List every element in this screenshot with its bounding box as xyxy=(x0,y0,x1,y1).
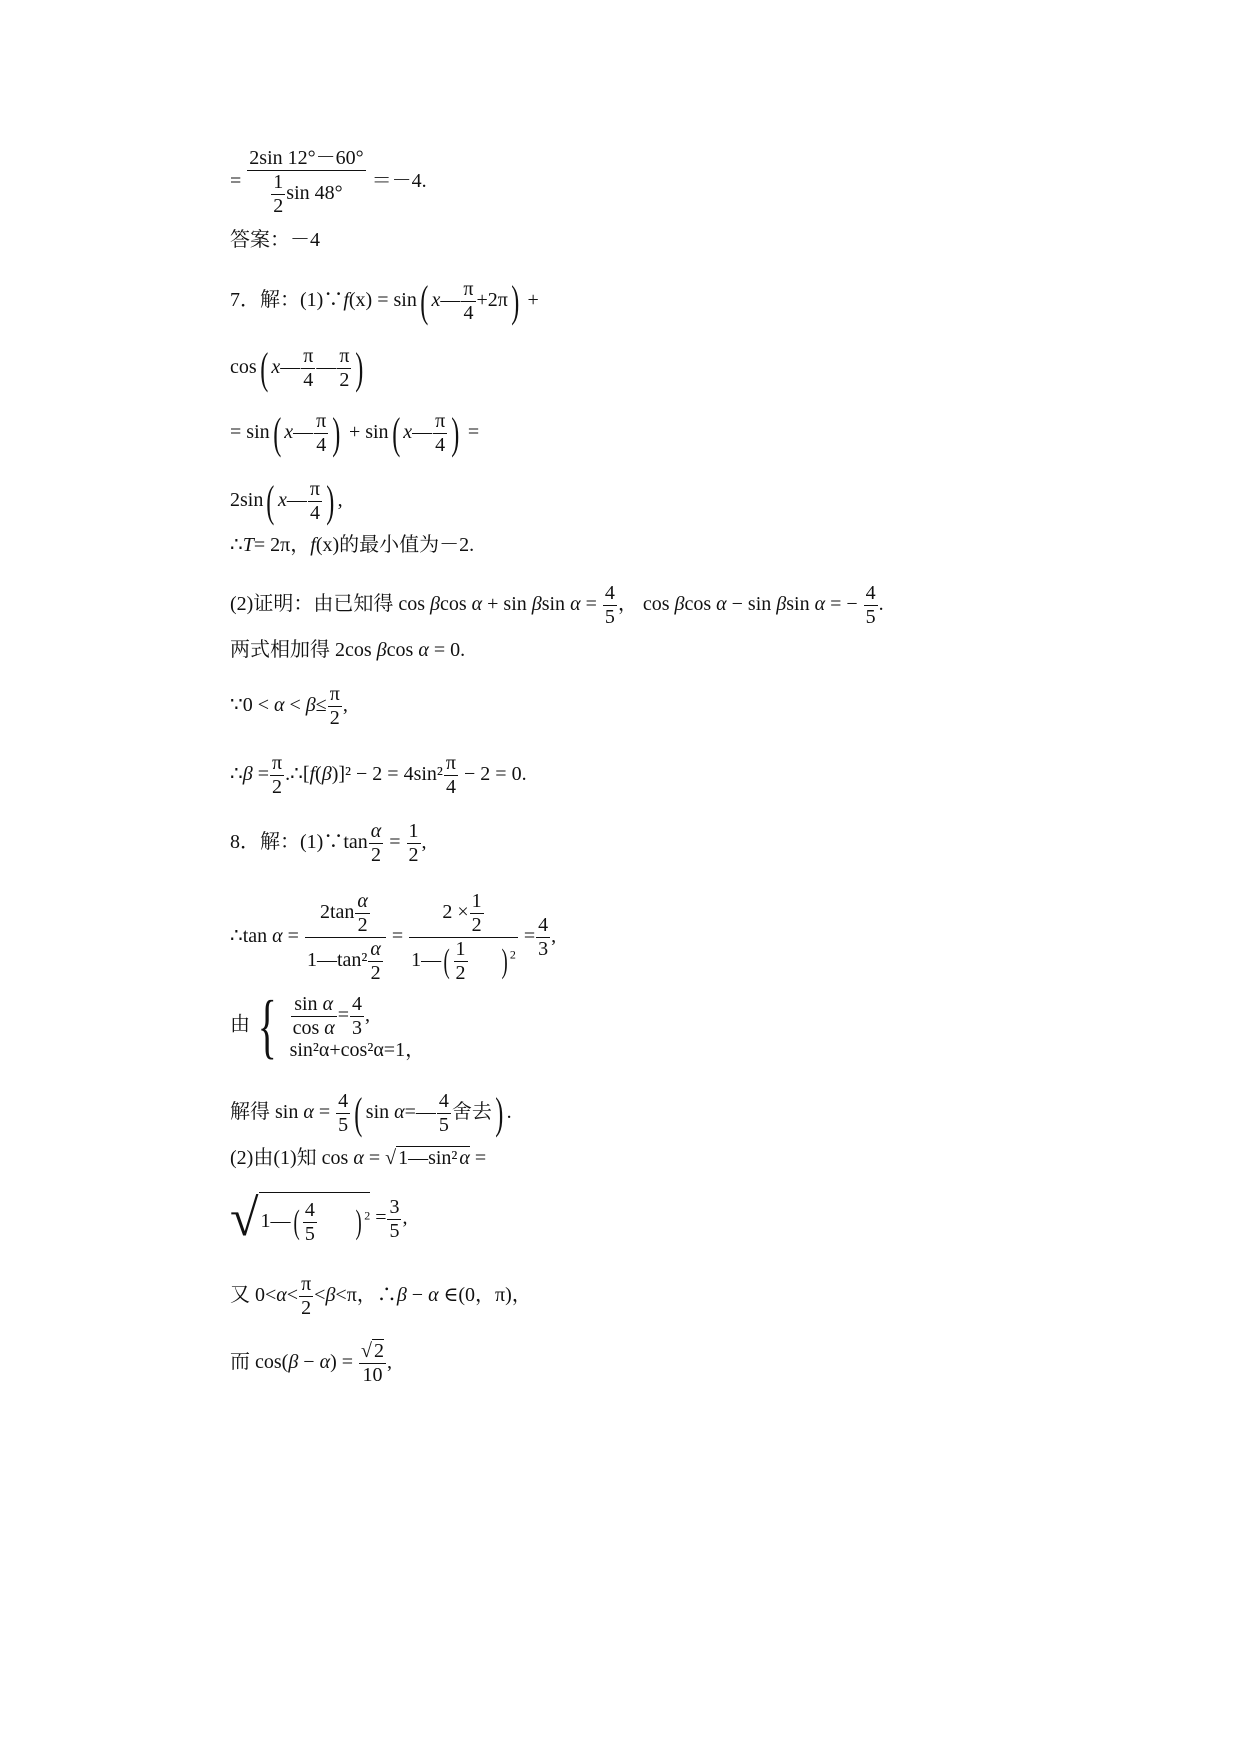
because: ∵0 < xyxy=(230,694,270,717)
less-than: < xyxy=(289,694,301,717)
pi-over-4 xyxy=(461,278,475,325)
cond-line xyxy=(230,683,348,730)
numerator: π xyxy=(271,752,283,774)
q8-label: 8．解：(1)∵tan xyxy=(230,831,368,854)
lt: < xyxy=(314,1284,326,1307)
left-paren: ( xyxy=(420,276,429,326)
beta: β xyxy=(242,763,253,786)
sqrt2-over-10 xyxy=(359,1340,386,1387)
denominator: 3 xyxy=(352,1016,363,1039)
equals-zero: = 0. xyxy=(433,639,466,661)
numerator: 4 xyxy=(604,582,615,604)
cos: cos xyxy=(230,356,257,379)
q7-line-3 xyxy=(230,410,479,457)
numerator: π xyxy=(435,410,446,432)
numerator: 4 xyxy=(438,1090,449,1112)
denominator: 2 xyxy=(371,844,382,866)
denominator xyxy=(291,1017,337,1040)
plus-sin: + sin xyxy=(348,421,389,444)
sin-lead: = sin xyxy=(230,421,270,444)
expr: )]² − 2 = 4sin² xyxy=(331,763,443,786)
beta: β xyxy=(396,1284,407,1307)
equals: = xyxy=(318,1101,331,1124)
plus: + xyxy=(527,289,539,312)
alpha: α xyxy=(418,639,429,661)
equals-neg: = − xyxy=(830,593,858,616)
beta: β xyxy=(305,694,316,717)
solve-lead: 解得 sin xyxy=(230,1101,299,1124)
p82-line xyxy=(230,1148,486,1168)
sum-lead: 两式相加得 2cos xyxy=(230,639,372,661)
minus-sin: − sin xyxy=(731,593,772,616)
numerator: π xyxy=(301,1273,312,1295)
result-line xyxy=(230,752,527,799)
denominator: 4 xyxy=(463,302,474,324)
q7-line-2 xyxy=(230,345,367,392)
numerator: 4 xyxy=(865,582,876,604)
numerator xyxy=(409,890,518,938)
numerator: 4 xyxy=(304,1199,315,1221)
numerator: √ 2 xyxy=(361,1340,385,1362)
cos: cos xyxy=(386,639,414,661)
system-eq-2: sin²α+cos²α=1， xyxy=(289,1038,426,1061)
also: 又 0< xyxy=(230,1284,277,1307)
four-thirds xyxy=(536,914,550,961)
sin: sin xyxy=(541,593,566,616)
right-paren: ) xyxy=(355,343,364,393)
four-thirds xyxy=(350,993,364,1040)
denominator: 5 xyxy=(865,606,876,628)
cos: cos xyxy=(684,593,712,616)
beta: β xyxy=(321,763,332,786)
substituted xyxy=(409,890,518,985)
four-fifths xyxy=(336,1090,350,1137)
radicand: 2 xyxy=(374,1340,385,1362)
alpha: α xyxy=(716,593,727,616)
denominator xyxy=(247,171,365,218)
pi-over-2 xyxy=(337,345,351,392)
and-cos: 而 cos( xyxy=(230,1351,289,1374)
beta: β xyxy=(531,593,542,616)
pi-over-4 xyxy=(308,478,322,525)
numerator: 1 xyxy=(471,890,482,912)
denominator: 4 xyxy=(435,434,446,456)
alpha: α xyxy=(428,1284,439,1307)
equals-sign: = xyxy=(230,170,242,193)
equals: = xyxy=(257,763,269,786)
beta: β xyxy=(429,593,440,616)
proof-lead: (2)证明：由已知得 cos xyxy=(230,593,425,616)
sin-term: sin 48° xyxy=(286,182,343,205)
numerator: 4 xyxy=(352,992,363,1015)
numerator: 3 xyxy=(389,1195,400,1218)
denominator: 4 xyxy=(316,434,327,456)
equals: = xyxy=(389,831,401,854)
pi-over-2 xyxy=(328,683,342,730)
numerator: π xyxy=(463,278,474,300)
tan-lead: ∴tan xyxy=(230,925,268,948)
square: 2 xyxy=(364,1208,371,1223)
comma: , xyxy=(421,831,427,854)
result: ＝－4. xyxy=(371,170,427,193)
paren: ( xyxy=(315,763,322,786)
numerator: 4 xyxy=(338,1090,349,1112)
right-paren: ) xyxy=(501,942,508,980)
alpha: α xyxy=(272,925,283,948)
minus: — xyxy=(412,421,433,444)
numerator xyxy=(305,890,386,938)
alpha: α xyxy=(319,1351,331,1374)
two: 2 xyxy=(442,901,453,924)
cos: cos xyxy=(439,593,467,616)
alpha: α xyxy=(324,1016,335,1039)
q7-line-4 xyxy=(230,478,343,525)
plus-2pi: +2π xyxy=(476,289,508,312)
numerator: α xyxy=(370,938,381,960)
alpha: α xyxy=(459,1147,470,1169)
var-x: x xyxy=(431,289,441,312)
therefore-bracket: .∴[ xyxy=(285,763,310,786)
minus: — xyxy=(293,421,314,444)
q7-label: 7．解：(1)∵ xyxy=(230,289,344,312)
denominator: 2 xyxy=(471,914,482,936)
interval: ∈(0，π)， xyxy=(443,1284,532,1307)
minus: — xyxy=(440,289,461,312)
lt-pi: <π，∴ xyxy=(335,1284,397,1307)
pi-over-4 xyxy=(444,752,458,799)
left-paren: ( xyxy=(354,1088,363,1138)
denominator: 2 xyxy=(272,776,283,798)
denominator: 5 xyxy=(304,1223,315,1245)
alpha: α xyxy=(814,593,826,616)
func-def: (x) = sin xyxy=(348,289,417,312)
tan-num: 2tan xyxy=(319,901,355,924)
one-half xyxy=(454,938,468,985)
double-angle xyxy=(305,890,386,985)
alpha: α xyxy=(322,992,334,1015)
answer-line: 答案：－4 xyxy=(230,229,320,251)
numerator: 1 xyxy=(273,171,284,193)
sin: sin xyxy=(365,1101,390,1124)
denominator: 5 xyxy=(438,1114,449,1136)
sum-line xyxy=(230,640,465,660)
minus: — xyxy=(280,356,301,379)
denominator: 5 xyxy=(389,1219,400,1242)
comma: , xyxy=(365,1003,371,1026)
minus: − xyxy=(303,1351,315,1374)
radicand xyxy=(259,1192,371,1246)
sin: sin xyxy=(786,593,810,616)
denominator: 4 xyxy=(309,502,320,524)
result: − 2 = 0. xyxy=(464,763,527,786)
p2-line xyxy=(230,582,884,629)
discard: 舍去 xyxy=(451,1101,492,1124)
four-fifths xyxy=(864,582,878,629)
numerator: π xyxy=(316,410,327,432)
square: 2 xyxy=(509,947,516,962)
system-eq-1: $\frac{\text{sin α}}{\text{cos α}}$ = $\frac{4}{3}$ , xyxy=(292,992,371,1039)
numerator: 4 xyxy=(538,914,549,936)
var-x: x xyxy=(284,421,294,444)
left-paren: ( xyxy=(259,343,269,393)
alpha-over-2 xyxy=(369,820,384,867)
denominator: 2 xyxy=(339,369,350,391)
func-f: f xyxy=(343,289,349,312)
alpha-over-2 xyxy=(355,890,370,937)
times: × xyxy=(457,901,469,924)
pi-over-4 xyxy=(314,410,328,457)
sqrt: √ 1—sin² α xyxy=(385,1147,470,1169)
denominator: 2 xyxy=(329,707,340,729)
therefore: ∴ xyxy=(230,534,243,556)
beta: β xyxy=(288,1351,299,1374)
pi-over-4 xyxy=(301,345,315,392)
lt: < xyxy=(286,1284,299,1307)
left-paren: ( xyxy=(391,408,400,458)
left-paren: ( xyxy=(266,476,275,526)
numerator: π xyxy=(339,345,350,367)
numerator: π xyxy=(309,478,320,500)
alpha: α xyxy=(353,1147,364,1169)
var-x: x xyxy=(278,489,287,512)
equals: ) = xyxy=(330,1351,354,1374)
denominator: 2 xyxy=(455,962,466,984)
right-paren: ) xyxy=(511,276,520,326)
range-line xyxy=(230,1273,532,1320)
equals: = xyxy=(368,1147,381,1169)
comma: , xyxy=(402,1206,408,1229)
alpha: α xyxy=(394,1101,405,1124)
equals: = xyxy=(523,925,536,948)
equals: = xyxy=(467,421,480,444)
comma: ， xyxy=(617,593,638,616)
left-paren: ( xyxy=(293,1203,300,1241)
denominator: 4 xyxy=(445,776,456,798)
numerator: π xyxy=(329,683,340,705)
alpha-over-2 xyxy=(368,938,383,985)
left-paren: ( xyxy=(443,942,450,980)
alpha: α xyxy=(274,694,285,717)
plus-sin: + sin xyxy=(487,593,527,616)
alpha: α xyxy=(570,593,581,616)
pi-over-2 xyxy=(270,752,284,799)
numerator: 1 xyxy=(408,820,419,842)
one-minus: 1— xyxy=(411,949,442,972)
2sin: 2sin xyxy=(230,489,264,512)
big-sqrt-icon: √ xyxy=(230,1190,259,1247)
q8-line-1 xyxy=(230,820,427,867)
rad-line xyxy=(230,1192,407,1246)
three-fifths xyxy=(387,1196,401,1243)
numerator: α xyxy=(357,890,368,912)
right-paren: ) xyxy=(495,1088,504,1138)
alpha: α xyxy=(303,1101,314,1124)
le: ≤ xyxy=(315,694,327,717)
denominator: 2 xyxy=(301,1297,312,1319)
solve-line xyxy=(230,1090,512,1137)
beta: β xyxy=(325,1284,336,1307)
denominator: 2 xyxy=(370,962,381,984)
numerator: 2sin 12°－60° xyxy=(249,147,364,169)
one-half xyxy=(407,820,421,867)
denominator: 2 xyxy=(273,195,284,217)
left-brace: { xyxy=(257,986,277,1066)
tan-den: 1—tan² xyxy=(306,949,368,972)
equals: = xyxy=(375,1206,387,1229)
system-line xyxy=(230,986,426,1066)
left-paren: ( xyxy=(272,408,281,458)
beta: β xyxy=(776,593,787,616)
four-fifths xyxy=(303,1199,317,1246)
part2-lead: (2)由(1)知 cos xyxy=(230,1147,349,1169)
cos: cos xyxy=(292,1016,320,1039)
cos-diff-line xyxy=(230,1340,392,1387)
sin: sin xyxy=(294,992,318,1015)
denominator: 2 xyxy=(408,844,419,866)
var-x: x xyxy=(271,356,281,379)
beta: β xyxy=(674,593,685,616)
minus: — xyxy=(286,489,307,512)
denominator: 10 xyxy=(362,1364,383,1386)
equals: = xyxy=(585,593,597,616)
var-x: x xyxy=(403,421,413,444)
one-minus: 1— xyxy=(260,1210,291,1233)
half-fraction xyxy=(271,171,285,218)
four-fifths xyxy=(437,1090,451,1137)
comma: , xyxy=(387,1351,393,1374)
comma: , xyxy=(337,489,343,512)
q7-line-1 xyxy=(230,278,539,325)
eq-neg: =— xyxy=(404,1101,436,1124)
sin-over-cos xyxy=(291,993,337,1040)
pi-over-2 xyxy=(299,1273,313,1320)
numerator: α xyxy=(370,820,382,842)
denominator: 2 xyxy=(357,914,368,936)
right-paren: ) xyxy=(326,476,335,526)
pi-over-4 xyxy=(433,410,447,457)
therefore: ∴ xyxy=(230,763,243,786)
denominator xyxy=(305,938,386,985)
minus: − xyxy=(411,1284,424,1307)
comma: , xyxy=(551,925,557,948)
right-paren: ) xyxy=(355,1203,362,1241)
numerator: π xyxy=(303,345,314,367)
radicand: 1—sin² xyxy=(398,1147,458,1169)
period: . xyxy=(506,1101,512,1124)
period: . xyxy=(878,593,884,616)
fraction xyxy=(247,147,365,218)
tan-line xyxy=(230,890,556,985)
from: 由 xyxy=(230,1013,250,1036)
beta: β xyxy=(376,639,387,661)
cos: cos xyxy=(642,593,670,616)
denominator: 3 xyxy=(538,938,549,960)
numerator: π xyxy=(445,752,457,774)
one-half xyxy=(470,890,484,937)
func-f: f xyxy=(309,763,316,786)
right-paren: ) xyxy=(451,408,460,458)
func-f: f xyxy=(310,534,316,556)
denominator: 4 xyxy=(303,369,314,391)
numerator: 1 xyxy=(455,938,466,960)
four-fifths xyxy=(603,582,617,629)
minus: — xyxy=(316,356,337,379)
q7-line-5 xyxy=(230,535,474,555)
denominator: 5 xyxy=(338,1114,349,1136)
right-paren: ) xyxy=(332,408,341,458)
equals: = xyxy=(391,925,404,948)
formula-line-1 xyxy=(230,147,427,218)
numerator xyxy=(291,993,337,1017)
min-value: (x)的最小值为－2. xyxy=(315,534,475,556)
system xyxy=(290,993,426,1060)
alpha: α xyxy=(276,1284,287,1307)
comma: , xyxy=(342,694,348,717)
denominator xyxy=(409,938,518,985)
equals: = xyxy=(287,925,299,948)
equals: = xyxy=(474,1147,487,1169)
alpha: α xyxy=(471,593,483,616)
denominator: 5 xyxy=(604,606,615,628)
period: = 2π， xyxy=(253,534,311,556)
var-T: T xyxy=(242,534,254,556)
